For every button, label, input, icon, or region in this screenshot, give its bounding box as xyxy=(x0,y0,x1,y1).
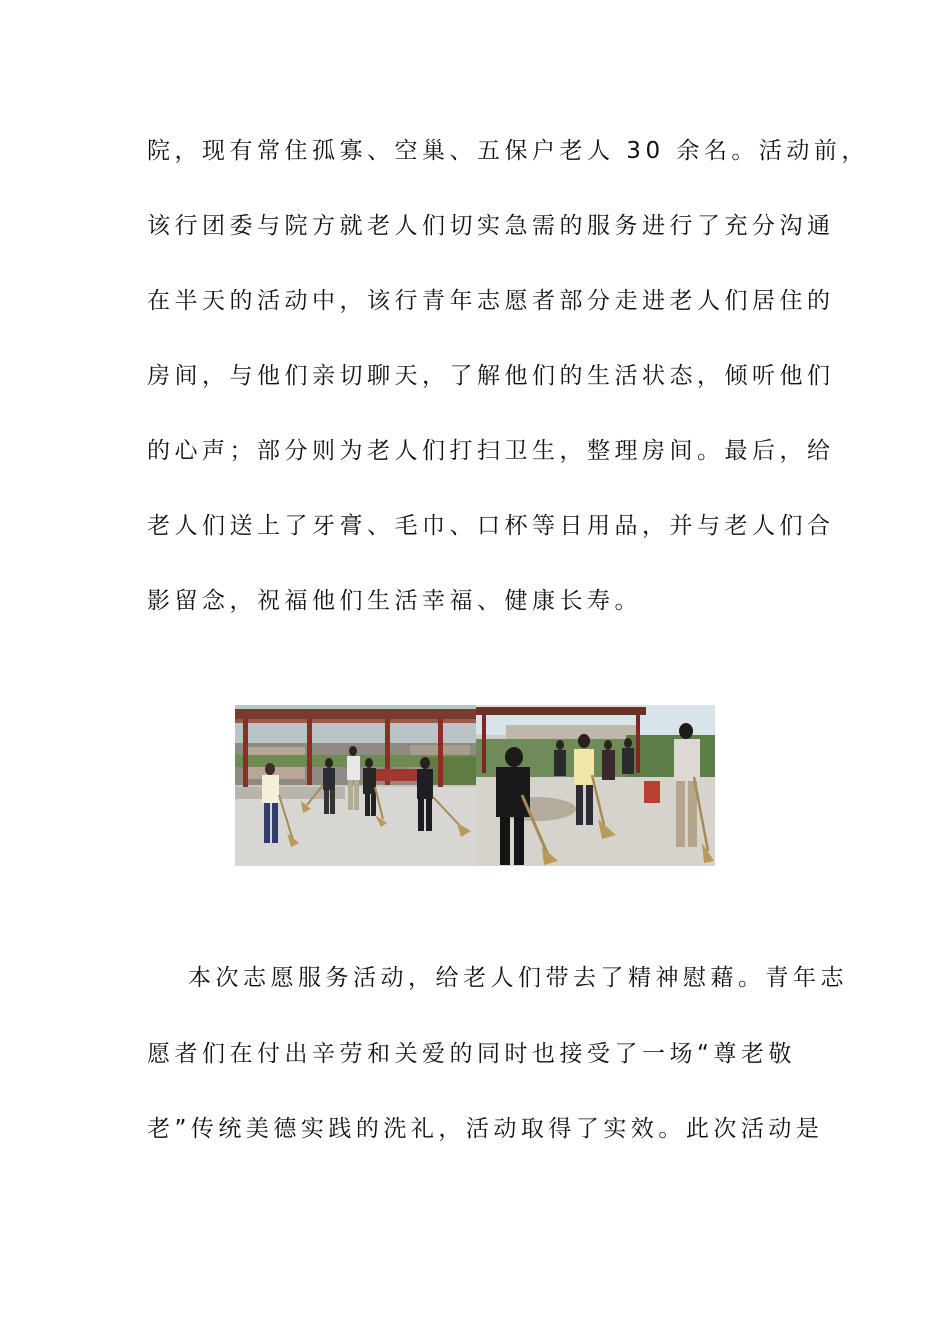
text-line: 影留念，祝福他们生活幸福、健康长寿。 xyxy=(147,588,642,614)
text-line: 的心声；部分则为老人们打扫卫生，整理房间。最后，给 xyxy=(147,438,835,464)
text-line: 院，现有常住孤寡、空巢、五保户老人 30 余名。活动前， xyxy=(147,138,869,164)
activity-photo-strip xyxy=(235,705,715,866)
sweeping-photo-right xyxy=(476,705,715,866)
text-line: 该行团委与院方就老人们切实急需的服务进行了充分沟通 xyxy=(147,213,835,239)
text-line: 本次志愿服务活动，给老人们带去了精神慰藉。青年志 xyxy=(188,965,848,991)
text-line: 愿者们在付出辛劳和关爱的同时也接受了一场“尊老敬 xyxy=(147,1041,796,1067)
text-line: 老人们送上了牙膏、毛巾、口杯等日用品，并与老人们合 xyxy=(147,513,835,539)
text-line: 在半天的活动中，该行青年志愿者部分走进老人们居住的 xyxy=(147,288,835,314)
sweeping-photo-left xyxy=(235,705,476,866)
text-line: 老”传统美德实践的洗礼，活动取得了实效。此次活动是 xyxy=(147,1116,824,1142)
text-line: 房间，与他们亲切聊天，了解他们的生活状态，倾听他们 xyxy=(147,363,835,389)
